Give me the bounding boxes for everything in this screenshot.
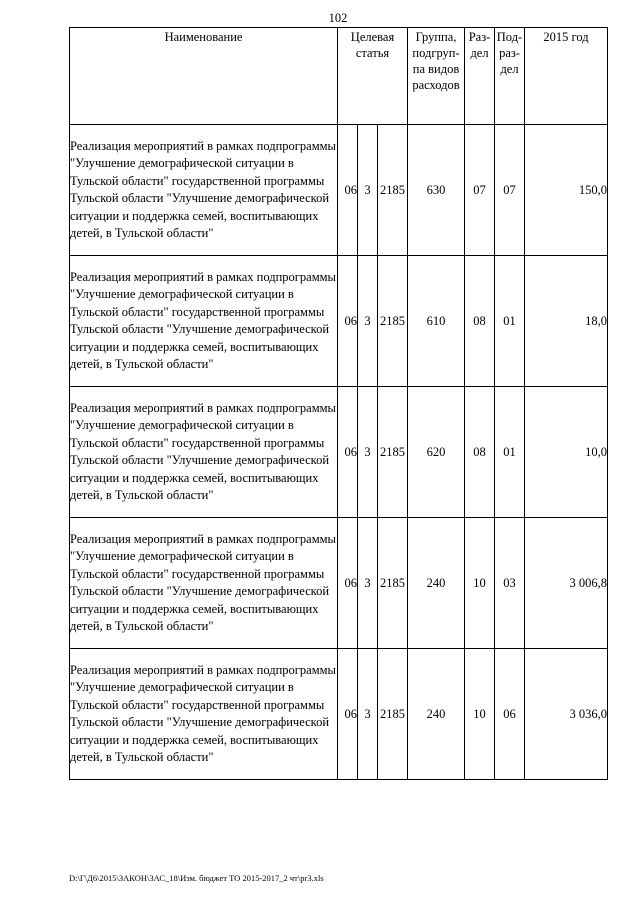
row-subprogram-code: 3 (358, 387, 378, 518)
header-expense-group: Группа, подгруп-па видов расходов (408, 28, 465, 125)
row-subsection: 01 (495, 256, 525, 387)
table-row (70, 125, 608, 256)
row-subsection: 01 (495, 387, 525, 518)
header-section: Раз-дел (465, 28, 495, 125)
row-section: 10 (465, 649, 495, 780)
row-expense-group: 610 (408, 256, 465, 387)
row-section: 08 (465, 256, 495, 387)
row-amount: 3 006,8 (525, 518, 608, 649)
row-program-code: 06 (338, 649, 358, 780)
row-subprogram-code: 3 (358, 518, 378, 649)
row-section: 10 (465, 518, 495, 649)
row-expense-group: 620 (408, 387, 465, 518)
row-program-code: 06 (338, 387, 358, 518)
row-program-code: 06 (338, 125, 358, 256)
row-subprogram-code: 3 (358, 649, 378, 780)
row-subsection: 07 (495, 125, 525, 256)
row-expense-group: 630 (408, 125, 465, 256)
row-name: Реализация мероприятий в рамках подпрограммы "Улучшение демографической ситуации в Тульской области" государственной программы Тульской области "Улучшение демографической ситуации и поддержка семей, воспитывающих детей, в Тульской области" (70, 256, 338, 387)
table-row (70, 387, 608, 518)
header-name: Наименование (70, 28, 338, 125)
row-amount: 10,0 (525, 387, 608, 518)
row-subsection: 06 (495, 649, 525, 780)
page-number: 102 (328, 11, 348, 25)
budget-table (69, 27, 608, 780)
row-name: Реализация мероприятий в рамках подпрограммы "Улучшение демографической ситуации в Тульской области" государственной программы Тульской области "Улучшение демографической ситуации и поддержка семей, воспитывающих детей, в Тульской области" (70, 125, 338, 256)
table-row (70, 256, 608, 387)
table-row (70, 518, 608, 649)
row-name: Реализация мероприятий в рамках подпрограммы "Улучшение демографической ситуации в Тульской области" государственной программы Тульской области "Улучшение демографической ситуации и поддержка семей, воспитывающих детей, в Тульской области" (70, 387, 338, 518)
row-amount: 3 036,0 (525, 649, 608, 780)
row-direction-code: 2185 (378, 256, 408, 387)
row-program-code: 06 (338, 256, 358, 387)
row-program-code: 06 (338, 518, 358, 649)
table-row (70, 649, 608, 780)
row-subprogram-code: 3 (358, 125, 378, 256)
row-name: Реализация мероприятий в рамках подпрограммы "Улучшение демографической ситуации в Тульской области" государственной программы Тульской области "Улучшение демографической ситуации и поддержка семей, воспитывающих детей, в Тульской области" (70, 649, 338, 780)
row-expense-group: 240 (408, 649, 465, 780)
row-expense-group: 240 (408, 518, 465, 649)
row-direction-code: 2185 (378, 518, 408, 649)
row-amount: 150,0 (525, 125, 608, 256)
row-section: 07 (465, 125, 495, 256)
header-target-article: Целевая статья (338, 28, 408, 125)
row-direction-code: 2185 (378, 387, 408, 518)
row-subsection: 03 (495, 518, 525, 649)
row-direction-code: 2185 (378, 125, 408, 256)
row-name: Реализация мероприятий в рамках подпрограммы "Улучшение демографической ситуации в Тульской области" государственной программы Тульской области "Улучшение демографической ситуации и поддержка семей, воспитывающих детей, в Тульской области" (70, 518, 338, 649)
row-amount: 18,0 (525, 256, 608, 387)
row-subprogram-code: 3 (358, 256, 378, 387)
table-header-row (70, 28, 608, 125)
header-subsection: Под-раз-дел (495, 28, 525, 125)
row-direction-code: 2185 (378, 649, 408, 780)
header-year-2015: 2015 год (525, 28, 608, 125)
file-path-footer: D:\Г\Д6\2015\ЗАКОН\ЗАС_18\Изм. бюджет ТО 2015-2017_2 чт\pr3.xls (69, 873, 324, 883)
row-section: 08 (465, 387, 495, 518)
